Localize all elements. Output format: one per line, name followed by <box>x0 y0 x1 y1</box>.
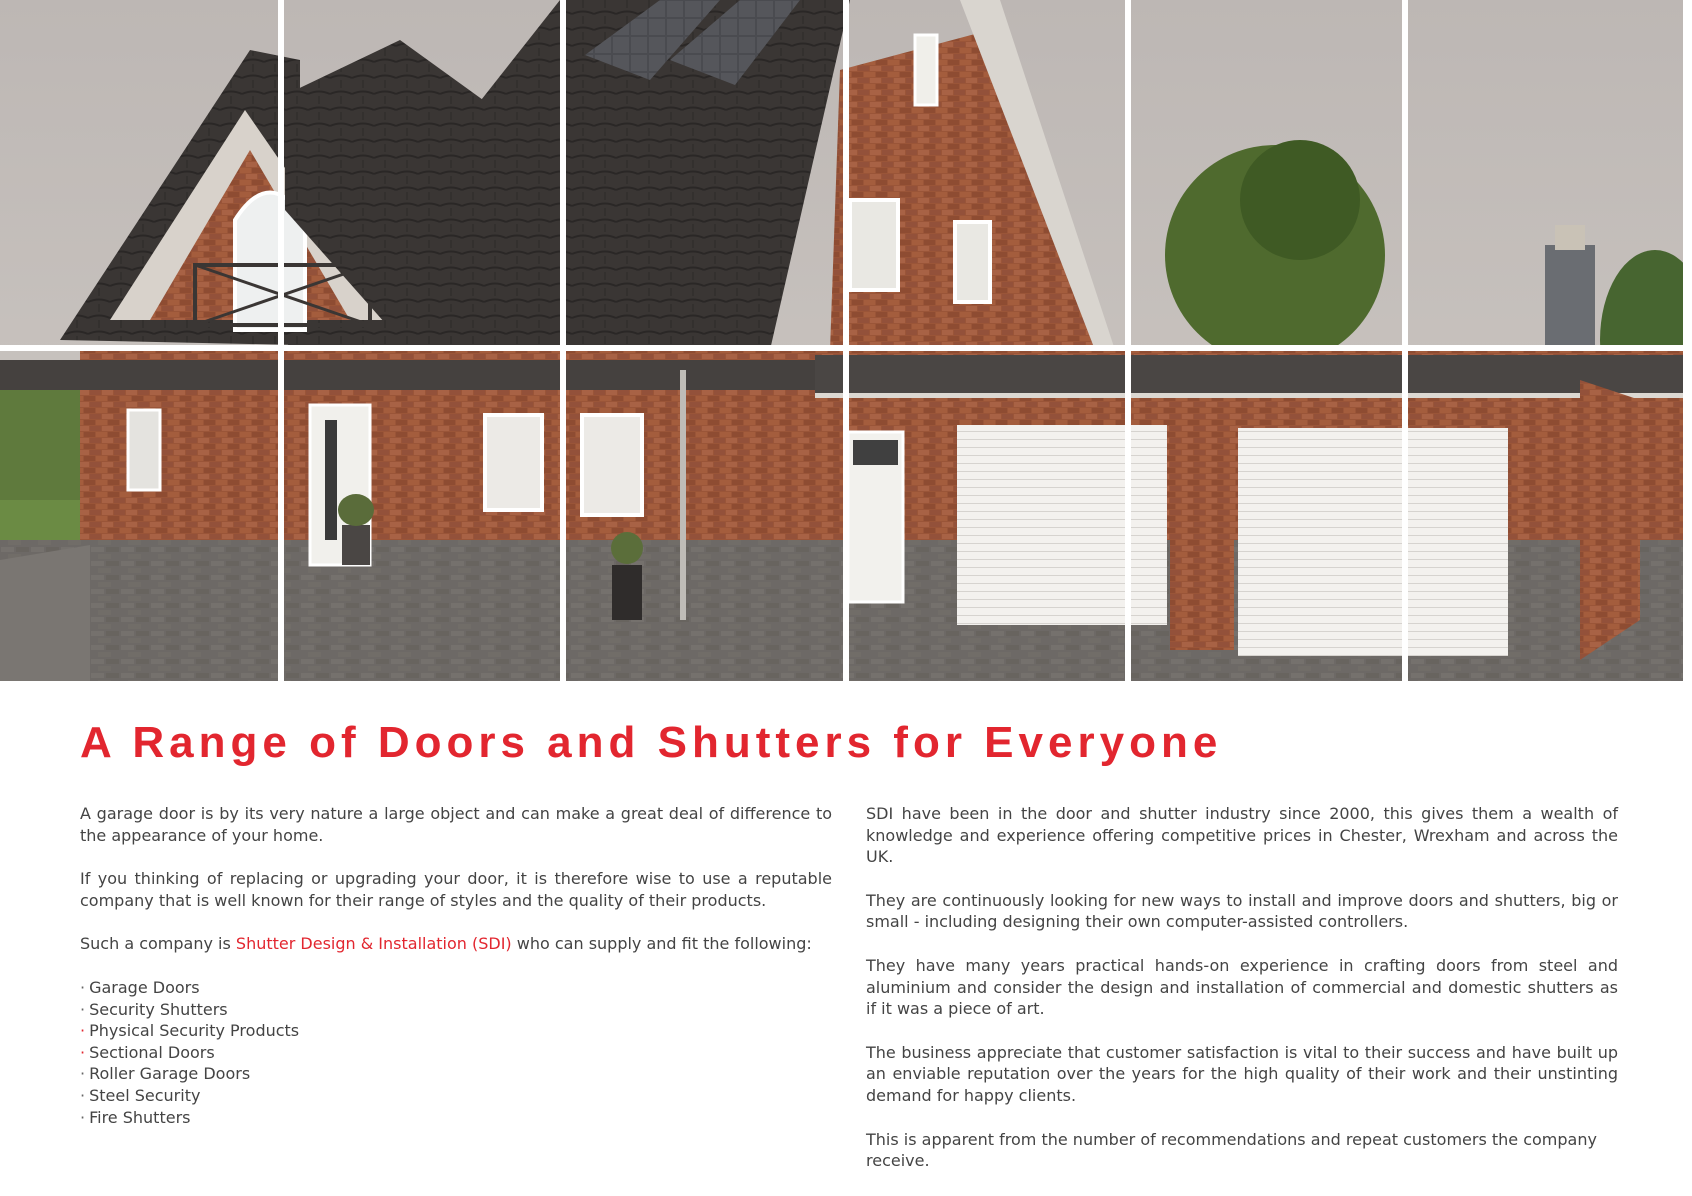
company-text-before: Such a company is <box>80 934 236 954</box>
bullet-dot: · <box>80 999 86 1019</box>
left-column <box>80 803 832 1128</box>
list-item <box>80 1085 832 1107</box>
list-item-label: Physical Security Products <box>89 1021 300 1041</box>
bullet-dot: · <box>80 1021 86 1041</box>
list-item-label: Security Shutters <box>89 999 228 1019</box>
list-item <box>80 1042 832 1064</box>
list-item-label: Roller Garage Doors <box>89 1064 251 1084</box>
innovation-paragraph: They are continuously looking for new ways to install and improve doors and shutters, big or small - including designing their own computer-assisted controllers. <box>866 890 1618 932</box>
intro-paragraph: A garage door is by its very nature a large object and can make a great deal of difference to the appearance of your home. <box>80 804 832 845</box>
list-item <box>80 1107 832 1129</box>
list-item <box>80 977 832 999</box>
right-column <box>866 803 1618 1194</box>
reputation-paragraph: The business appreciate that customer satisfaction is vital to their success and have built up an enviable reputation over the years for the high quality of their work and their unstinting demand for happy clients. <box>866 1042 1618 1105</box>
company-text-after: who can supply and fit the following: <box>511 934 812 954</box>
bullet-dot: · <box>80 977 86 997</box>
experience-paragraph: They have many years practical hands-on experience in crafting doors from steel and aluminium and consider the design and installation of commercial and domestic shutters as if it was a piece of art. <box>866 955 1618 1019</box>
page-title: A Range of Doors and Shutters for Everyone <box>80 718 1223 767</box>
replacing-paragraph: If you thinking of replacing or upgrading your door, it is therefore wise to use a reputable company that is well known for their range of styles and the quality of their products. <box>80 869 832 910</box>
list-item-label: Steel Security <box>89 1085 201 1105</box>
list-item-label: Fire Shutters <box>89 1107 191 1127</box>
bullet-dot: · <box>80 1085 86 1105</box>
list-item-label: Garage Doors <box>89 977 200 997</box>
company-paragraph <box>80 933 832 955</box>
list-item-label: Sectional Doors <box>89 1042 215 1062</box>
list-item <box>80 1020 832 1042</box>
sdi-link[interactable]: Shutter Design & Installation (SDI) <box>235 934 512 954</box>
bullet-dot: · <box>80 1042 86 1062</box>
list-item <box>80 1063 832 1085</box>
recommendations-paragraph: This is apparent from the number of recommendations and repeat customers the company receive. <box>866 1129 1597 1171</box>
bullet-dot: · <box>80 1107 86 1127</box>
list-item <box>80 999 832 1021</box>
bullet-dot: · <box>80 1064 86 1084</box>
product-list <box>80 977 832 1128</box>
industry-paragraph: SDI have been in the door and shutter industry since 2000, this gives them a wealth of knowledge and experience offering competitive prices in Chester, Wrexham and across the UK. <box>866 804 1618 867</box>
